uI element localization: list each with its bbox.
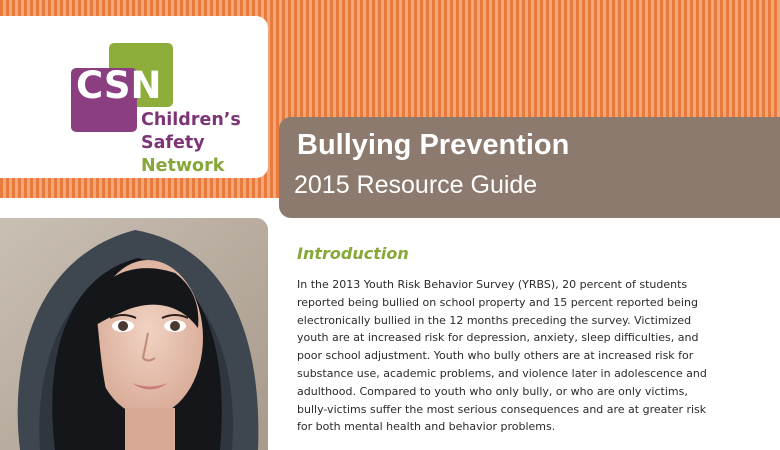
paragraph-line: for both mental health and behavior problems.	[297, 420, 556, 434]
paragraph-line: adulthood. Compared to youth who only bully, or who are only victims,	[297, 384, 688, 398]
paragraph-line: reported being bullied on school property and 15 percent reported being	[297, 295, 698, 309]
paragraph-line: youth are at increased risk for depression, anxiety, sleep difficulties, and	[297, 331, 699, 345]
paragraph-line: In the 2013 Youth Risk Behavior Survey (YRBS), 20 percent of students	[297, 278, 688, 291]
paragraph-line: poor school adjustment. Youth who bully others are at increased risk for	[297, 349, 694, 363]
logo-abbreviation: CSN	[76, 64, 162, 107]
intro-paragraph	[297, 276, 767, 436]
logo-name-line: Children’s	[141, 110, 241, 130]
page-subtitle: 2015 Resource Guide	[294, 171, 538, 199]
logo-name	[141, 109, 241, 178]
logo-panel	[0, 16, 268, 178]
logo-name-line: Network	[141, 156, 225, 176]
teen-photo	[0, 218, 268, 450]
title-panel	[279, 117, 780, 218]
paragraph-line: bully-victims suffer the most serious consequences and are at greater risk	[297, 402, 707, 416]
teen-portrait-icon	[0, 218, 268, 450]
logo-name-line: Safety	[141, 133, 205, 153]
paragraph-line: electronically bullied in the 12 months preceding the survey. Victimized	[297, 313, 692, 327]
paragraph-line: substance use, academic problems, and violence later in adolescence and	[297, 366, 707, 380]
section-heading: Introduction	[297, 244, 409, 263]
page-title: Bullying Prevention	[297, 129, 570, 161]
